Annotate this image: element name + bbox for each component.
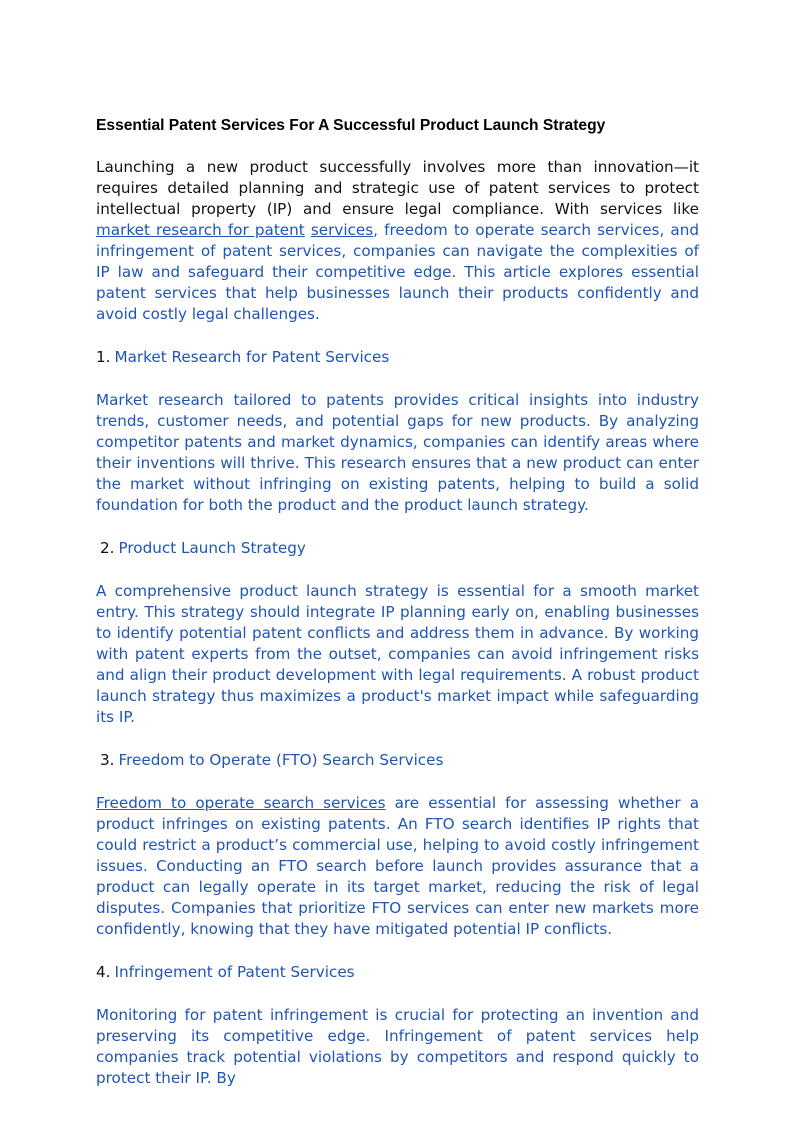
intro-text: Launching a new product successfully involves more than innovation—it requires detailed planning and strategic use of patent services to protect intellectual property (IP) and ensure legal compliance. With services like xyxy=(96,158,699,218)
section-number: 1. xyxy=(96,348,111,366)
market-research-link[interactable]: market research for patent xyxy=(96,221,305,239)
section-heading-infringement xyxy=(96,962,699,983)
section-body-fto xyxy=(96,793,699,940)
section-heading-text: Product Launch Strategy xyxy=(118,539,306,557)
section-body-product-launch: A comprehensive product launch strategy is essential for a smooth market entry. This strategy should integrate IP planning early on, enabling businesses to identify potential patent conflicts and address them in advance. By working with patent experts from the outset, companies can avoid infringement risks and align their product development with legal requirements. A robust product launch strategy thus maximizes a product's market impact while safeguarding its IP. xyxy=(96,582,699,726)
section-body-text: are essential for assessing whether a product infringes on existing patents. An FTO search identifies IP rights that could restrict a product’s commercial use, helping to avoid costly infringement issues. Conducting an FTO search before launch provides assurance that a product can legally operate in its target market, reducing the risk of legal disputes. Companies that prioritize FTO services can enter new markets more confidently, knowing that they have mitigated potential IP conflicts. xyxy=(96,794,699,938)
section-heading-fto xyxy=(96,750,699,771)
section-heading-product-launch xyxy=(96,538,699,559)
section-heading-text: Infringement of Patent Services xyxy=(114,963,355,981)
intro-text-continued: , freedom to operate search services, and infringement of patent services, companies can navigate the complexities of IP law and safeguard their competitive edge. This article explores essential patent services that help businesses launch their products confidently and avoid costly legal challenges. xyxy=(96,221,699,323)
section-number: 3. xyxy=(100,751,115,769)
section-body-market-research: Market research tailored to patents provides critical insights into industry trends, customer needs, and potential gaps for new products. By analyzing competitor patents and market dynamics, companies can identify areas where their inventions will thrive. This research ensures that a new product can enter the market without infringing on existing patents, helping to build a solid foundation for both the product and the product launch strategy. xyxy=(96,391,699,514)
section-number: 2. xyxy=(100,539,115,557)
services-link[interactable]: services xyxy=(310,221,374,239)
section-heading-market-research xyxy=(96,347,699,368)
section-heading-text: Freedom to Operate (FTO) Search Services xyxy=(118,751,444,769)
section-number: 4. xyxy=(96,963,111,981)
intro-paragraph xyxy=(96,157,699,325)
document-page xyxy=(96,116,699,1111)
document-title: Essential Patent Services For A Successful Product Launch Strategy xyxy=(96,117,606,134)
section-body-infringement: Monitoring for patent infringement is crucial for protecting an invention and preserving its competitive edge. Infringement of patent services help companies track potential violations by competitors and respond quickly to protect their IP. By xyxy=(96,1006,699,1087)
section-heading-text: Market Research for Patent Services xyxy=(114,348,390,366)
fto-services-link[interactable]: Freedom to operate search services xyxy=(96,794,386,812)
